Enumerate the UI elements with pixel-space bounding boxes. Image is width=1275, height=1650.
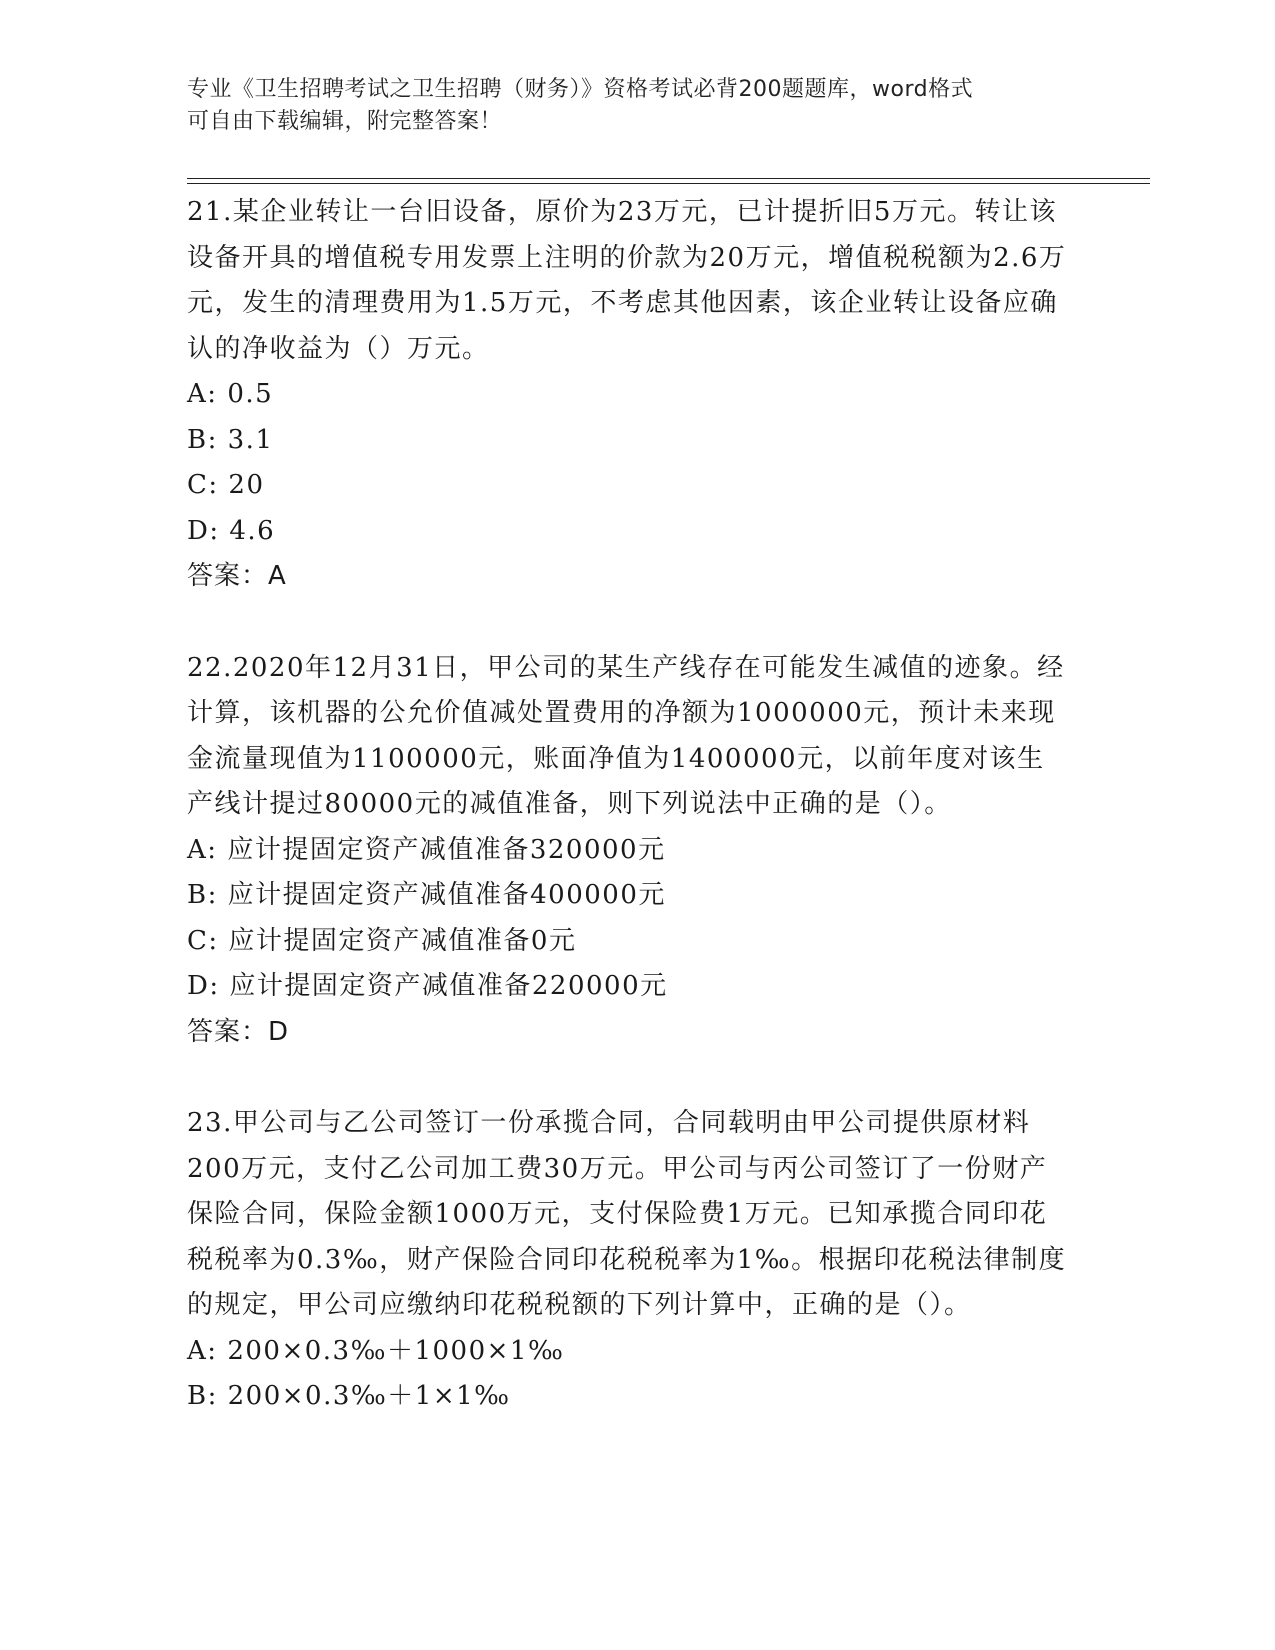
question-stem: 23.甲公司与乙公司签订一份承揽合同，合同载明由甲公司提供原材料200万元，支付乙公司加工费30万元。甲公司与丙公司签订了一份财产保险合同，保险金额1000万元，支付保险费1万元。已知承揽合同印花税税率为0.3‰，财产保险合同印花税税率为1‰。根据印花税法律制度的规定，甲公司应缴纳印花税税额的下列计算中，正确的是（）。	[187, 1108, 1067, 1320]
answer-line: 答案：D	[187, 1016, 290, 1047]
option-text: 20	[228, 470, 265, 500]
document-header	[187, 74, 1087, 138]
answer-line: 答案：A	[187, 561, 287, 591]
option-text: 应计提固定资产减值准备220000元	[229, 971, 668, 1001]
header-line-1: 专业《卫生招聘考试之卫生招聘（财务）》资格考试必背200题题库，word格式	[187, 77, 974, 102]
option-text: 0.5	[227, 379, 274, 409]
option-text: 4.6	[229, 515, 276, 546]
option-letter: B:	[187, 424, 218, 455]
option-a	[187, 1329, 1067, 1375]
option-letter: C:	[187, 470, 219, 500]
option-text: 3.1	[227, 424, 274, 455]
option-b	[187, 873, 1067, 919]
option-letter: A:	[187, 834, 218, 865]
option-d	[187, 964, 1067, 1010]
header-rule-bottom	[187, 183, 1150, 184]
question-23	[187, 1101, 1067, 1420]
option-c	[187, 463, 1067, 509]
option-letter: B:	[187, 1381, 218, 1411]
option-letter: A:	[187, 1335, 218, 1366]
option-a	[187, 372, 1067, 418]
header-rule-top	[187, 178, 1150, 179]
option-letter: A:	[187, 379, 218, 409]
option-text: 应计提固定资产减值准备320000元	[227, 834, 666, 865]
option-letter: C:	[187, 925, 219, 956]
option-c	[187, 919, 1067, 965]
option-letter: B:	[187, 880, 218, 910]
option-text: 200×0.3‰＋1×1‰	[227, 1381, 511, 1411]
option-letter: D:	[187, 515, 220, 546]
question-list	[187, 190, 1067, 1466]
option-text: 应计提固定资产减值准备400000元	[227, 880, 666, 910]
question-22	[187, 646, 1067, 1056]
option-b	[187, 418, 1067, 464]
question-stem: 22.2020年12月31日，甲公司的某生产线存在可能发生减值的迹象。经计算，该机器的公允价值减处置费用的净额为1000000元，预计未来现金流量现值为1100000元，账面净值为1400000元，以前年度对该生产线计提过80000元的减值准备，则下列说法中正确的是（）。	[187, 652, 1065, 819]
option-letter: D:	[187, 971, 220, 1001]
header-line-2: 可自由下载编辑，附完整答案！	[187, 109, 503, 134]
question-stem: 21.某企业转让一台旧设备，原价为23万元，已计提折旧5万元。转让该设备开具的增值税专用发票上注明的价款为20万元，增值税税额为2.6万元，发生的清理费用为1.5万元，不考虑其他因素，该企业转让设备应确认的净收益为（）万元。	[187, 197, 1067, 364]
question-21	[187, 190, 1067, 600]
option-text: 200×0.3‰＋1000×1‰	[227, 1335, 565, 1366]
option-a	[187, 828, 1067, 874]
option-d	[187, 509, 1067, 555]
option-b	[187, 1374, 1067, 1420]
option-text: 应计提固定资产减值准备0元	[228, 925, 577, 956]
